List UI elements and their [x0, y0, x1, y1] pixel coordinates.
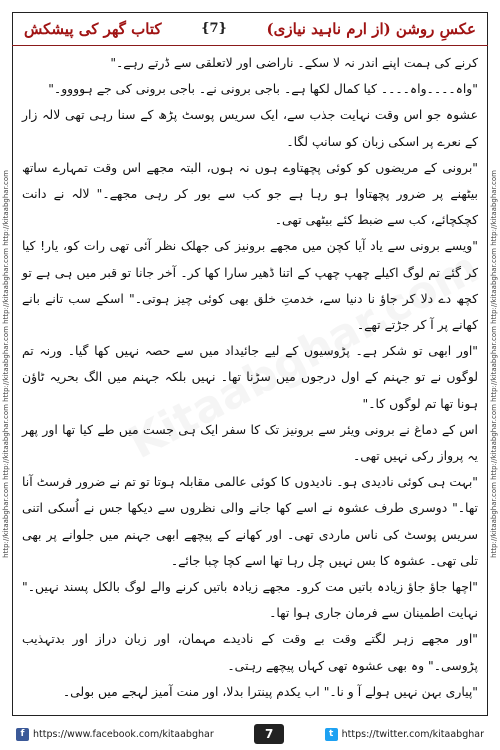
paragraph: "ویسے برونی سے یاد آیا کچن میں مجھے برونیز کی جھلک نظر آئی تھی رات کو، یار! کیا کر گئے تم لوگ اکیلے چھپ چھپ کے اتنا ڈھیر سارا کھا کر۔ آخر جانا تو قبر میں ہی ہے تو کچھ دے دلا کر جاؤ نا دنیا سے، خدمتِ خلق بھی کوئی چیز ہوتی۔" اسکے سب تانے بانے کھانے پر آ کر جڑتے تھے۔: [22, 238, 478, 333]
header-page-number: {7}: [201, 21, 227, 36]
paragraph: "اچھا جاؤ جاؤ زیادہ باتیں مت کرو۔ مجھے زیادہ باتیں کرنے والے لوگ بالکل پسند نہیں۔" نہایت اطمینان سے فرمان جاری ہوا تھا۔: [22, 579, 478, 621]
story-title: عکسِ روشن (از ارم ناہید نیازی): [266, 19, 476, 38]
facebook-link[interactable]: [16, 728, 214, 741]
paragraph: کرنے کی ہمت اپنے اندر نہ لا سکے۔ ناراضی اور لاتعلقی سے ڈرتے رہے۔": [110, 55, 478, 70]
right-url-strip: [488, 12, 500, 716]
paragraph: "اور مجھے زہر لگتے وقت بے وقت کے نادیدے مہمان، اور زبان دراز اور بدتہذیب پڑوسی۔" وہ بھی عشوہ تھی کہاں پیچھے رہتی۔: [22, 631, 478, 673]
paragraph: "واہ۔۔۔۔واہ۔۔۔۔ کیا کمال لکھا ہے۔ باجی برونی نے۔ باجی برونی کی جے ہوووو۔": [48, 81, 478, 97]
facebook-url: https://www.facebook.com/kitaabghar: [33, 728, 214, 740]
left-url-strip-text: http://kitaabghar.com http://kitaabghar.com http://kitaabghar.com http://kitaabghar.com http://kitaabghar.com: [2, 170, 10, 558]
paragraph: اس کے دماغ نے برونی ویئر سے برونیز تک کا سفر ایک ہی جست میں طے کیا تھا اور پھر یہ پرواز رکی نہیں تھی۔: [22, 421, 478, 464]
facebook-icon: f: [16, 728, 29, 741]
page-header: [12, 12, 488, 46]
right-url-strip-text: http://kitaabghar.com http://kitaabghar.com http://kitaabghar.com http://kitaabghar.com http://kitaabghar.com: [490, 170, 498, 558]
book-source-title: کتاب گھر کی پیشکش: [24, 19, 162, 38]
paragraph: "پیاری بہن نہیں ہولے آ و نا۔" اب یکدم پینترا بدلا، اور منت آمیز لہجے میں بولی۔: [62, 683, 478, 699]
paragraph: "برونی کے مریضوں کو کوئی پچھتاوے ہوں نہ ہوں، البتہ مجھے اس وقت تمہارے ساتھ بیٹھنے پر ضرور پچھتاوا ہو رہا ہے جو کب سے بور کر رہی مجھے۔" لالہ نے دانت کچکچائے، کب سے ضبط کئے بیٹھی تھی۔: [22, 159, 478, 228]
left-url-strip: [0, 12, 12, 716]
paragraph: "اور ابھی تو شکر ہے۔ پڑوسیوں کے لیے جائیداد میں سے حصہ نہیں کھا گیا۔ ورنہ تم لوگوں نے تو جہنم کے اول درجوں میں سڑنا تھا۔ نہیں بلکہ جہنم میں الگ بحریہ ٹاؤن ہونا تھا تم لوگوں کا۔": [22, 343, 478, 411]
paragraph: عشوہ جو اس وقت نہایت جذب سے، ایک سریس پوسٹ پڑھ کے سنا رہی تھی لالہ زار کے نعرے پر اسکی زبان کو سانپ لگا۔: [22, 107, 478, 149]
twitter-icon: t: [325, 728, 338, 741]
twitter-link[interactable]: [325, 728, 484, 741]
twitter-url: https://twitter.com/kitaabghar: [341, 728, 484, 740]
story-text: [22, 50, 478, 706]
paragraph: "بہت ہی کوئی نادیدی ہو۔ نادیدوں کا کوئی عالمی مقابلہ ہوتا تو تم نے ضرور فرسٹ آنا تھا۔" دوسری طرف عشوہ نے اسے کھا جانے والی نظروں سے دیکھا جس نے اُسکی اتنی سریس پوسٹ کی ناس ماردی تھی۔ اور کھانے کے پیچھے ابھی جہنم میں جلوانے پر بھی تلی تھی۔ عشوہ کا بس نہیں چل رہا تھا اسے کچا چبا جائے۔: [22, 474, 478, 568]
footer-page-number: 7: [254, 724, 284, 744]
page-footer: [0, 718, 500, 750]
